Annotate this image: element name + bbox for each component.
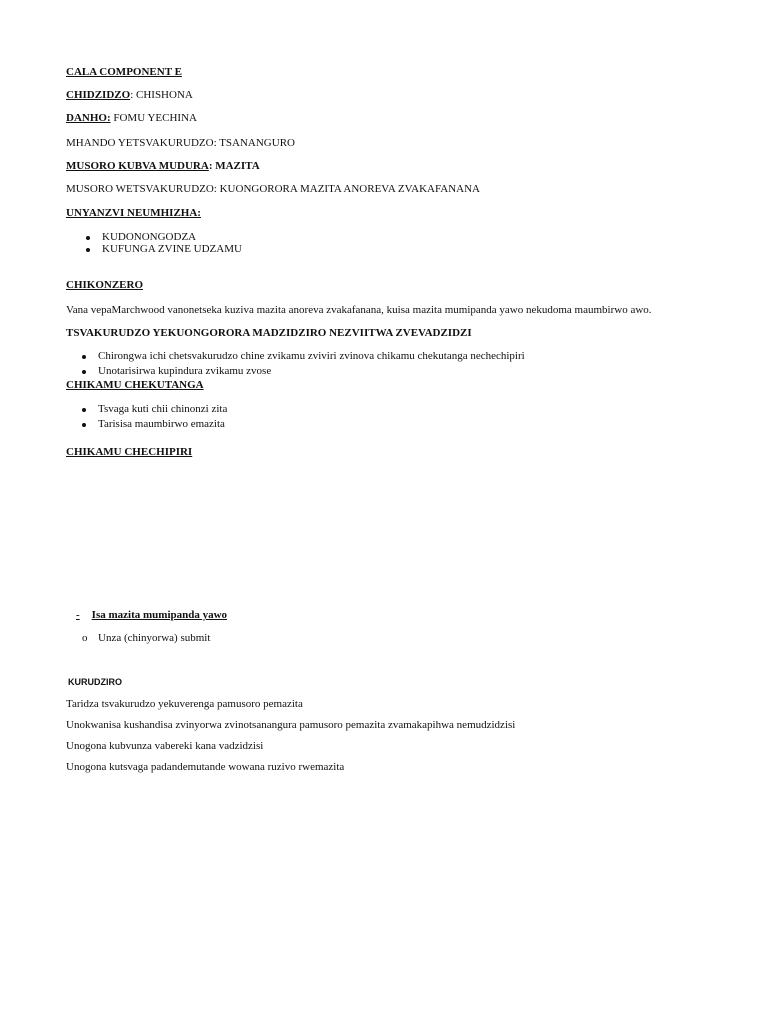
page-title: CALA COMPONENT E [66,66,182,78]
subject-label: CHIDZIDZO [66,89,131,101]
part2-task [76,609,227,622]
subject-value: : CHISHONA [130,89,193,101]
part2-sub-item: o Unza (chinyorwa) submit [82,632,211,644]
conclusion-item: Unokwanisa kushandisa zvinyorwa zvinotsanangura pamusoro pemazita zvamakapihwa nemudzidzisi [66,719,516,731]
list-item: KUDONONGODZA [102,231,196,244]
conclusion-item: Taridza tsvakurudzo yekuverenga pamusoro pemazita [66,698,303,710]
topic-value: : MAZITA [208,160,260,172]
intro-text: Vana vepaMarchwood vanonetseka kuziva mazita anoreva zvakafanana, kuisa mazita mumipanda yawo nekudoma maumbirwo awo. [66,304,652,316]
conclusion-item: Unogona kubvunza vabereki kana vadzidzisi [66,740,264,752]
topic-label: MUSORO KUBVA MUDURA [66,160,209,172]
intro-heading: CHIKONZERO [66,279,144,291]
list-item: Unotarisirwa kupindura zvikamu zvose [98,365,271,378]
conclusion-heading: KURUDZIRO [68,677,122,687]
guide-heading: TSVAKURUDZO YEKUONGORORA MADZIDZIRO NEZVIITWA ZVEVADZIDZI [66,327,472,339]
list-item: Tarisisa maumbirwo emazita [98,418,225,431]
method-line: MHANDO YETSVAKURUDZO: TSANANGURO [66,137,295,149]
list-item: Chirongwa ichi chetsvakurudzo chine zvikamu zviviri zvinova chikamu chekutanga nechechipiri [98,350,525,363]
research-topic-line: MUSORO WETSVAKURUDZO: KUONGORORA MAZITA ANOREVA ZVAKAFANANA [66,183,480,195]
subject-line [66,89,193,102]
part1-heading: CHIKAMU CHEKUTANGA [66,379,204,391]
list-item: Tsvaga kuti chii chinonzi zita [98,403,227,416]
form-line [66,112,197,125]
part2-task-text: Isa mazita mumipanda yawo [91,609,228,621]
part2-heading: CHIKAMU CHECHIPIRI [66,446,193,458]
list-item: KUFUNGA ZVINE UDZAMU [102,243,242,256]
skills-heading: UNYANZVI NEUMHIZHA: [66,207,201,219]
form-label: DANHO: [66,112,111,124]
conclusion-item: Unogona kutsvaga padandemutande wowana ruzivo rwemazita [66,761,345,773]
form-value: FOMU YECHINA [110,112,197,124]
dash-marker: - [76,609,80,621]
circle-marker: o [82,632,88,644]
topic-line [66,160,260,173]
